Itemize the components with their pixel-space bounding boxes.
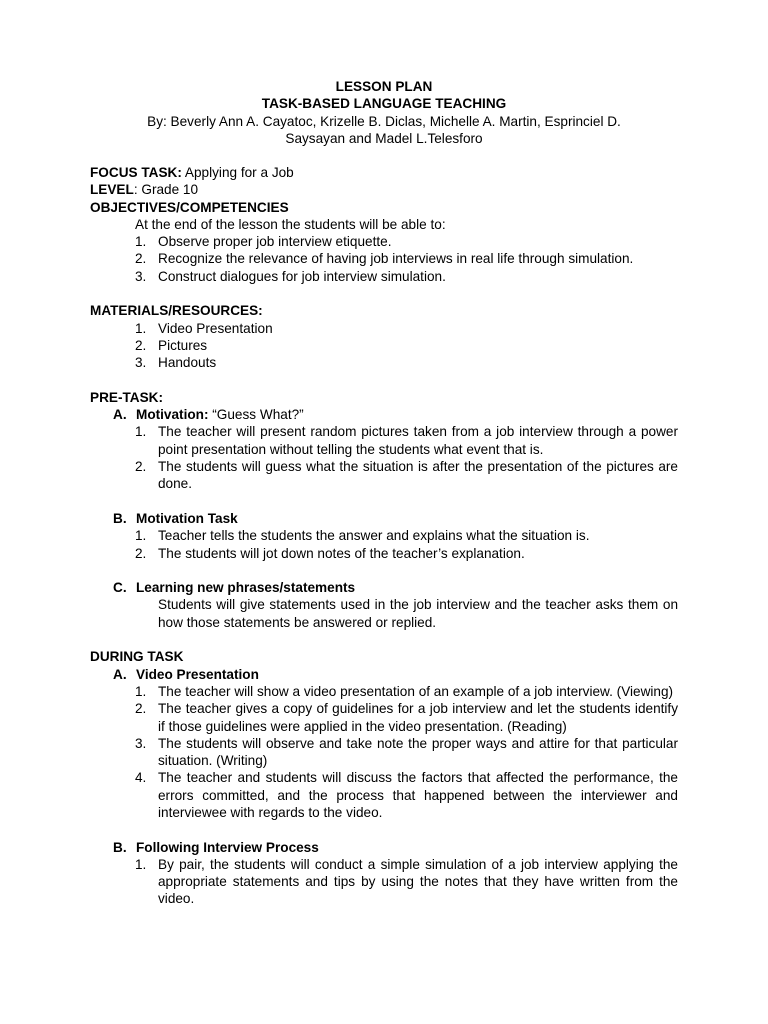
item-number: 2. bbox=[135, 337, 147, 353]
pretask-c-paragraph: Students will give statements used in the job interview and the teacher asks them on how those statements be answered or replied. bbox=[158, 597, 678, 630]
item-number: 1. bbox=[135, 234, 147, 250]
pretask-a-item bbox=[90, 458, 678, 493]
focus-task-label: FOCUS TASK: bbox=[90, 165, 182, 180]
level-label: LEVEL bbox=[90, 182, 134, 198]
document-title: LESSON PLAN bbox=[335, 79, 433, 94]
section-letter: B. bbox=[113, 510, 127, 526]
item-number: 3. bbox=[135, 735, 147, 751]
material-item bbox=[90, 320, 678, 337]
spacer bbox=[90, 285, 678, 302]
focus-task-line bbox=[90, 164, 678, 181]
item-number: 2. bbox=[135, 459, 147, 475]
item-text: Recognize the relevance of having job interviews in real life through simulation. bbox=[158, 251, 634, 267]
spacer bbox=[90, 562, 678, 579]
objectives-heading: OBJECTIVES/COMPETENCIES bbox=[90, 199, 289, 215]
level-line bbox=[90, 181, 678, 198]
item-number: 1. bbox=[135, 683, 147, 699]
document-body bbox=[90, 164, 678, 908]
section-label: Motivation: bbox=[136, 407, 209, 423]
pretask-a-heading bbox=[90, 406, 678, 423]
item-text: Construct dialogues for job interview simulation. bbox=[158, 268, 446, 284]
item-number: 1. bbox=[135, 320, 147, 336]
objective-item bbox=[90, 250, 678, 267]
authors-line-1: By: Beverly Ann A. Cayatoc, Krizelle B. Diclas, Michelle A. Martin, Esprinciel D. bbox=[147, 113, 621, 129]
pretask-heading: PRE-TASK: bbox=[90, 389, 163, 405]
section-letter: B. bbox=[113, 839, 127, 855]
section-letter: C. bbox=[113, 580, 127, 596]
item-number: 1. bbox=[135, 528, 147, 544]
section-label: Learning new phrases/statements bbox=[136, 580, 356, 596]
spacer bbox=[90, 821, 678, 838]
item-text: By pair, the students will conduct a simple simulation of a job interview applying the appropriate statements and tips by using the notes that they have written from the video. bbox=[158, 856, 678, 907]
item-number: 4. bbox=[135, 770, 147, 786]
item-text: The students will guess what the situation is after the presentation of the pictures are done. bbox=[158, 459, 678, 492]
item-number: 3. bbox=[135, 355, 147, 371]
spacer bbox=[90, 493, 678, 510]
item-text: Teacher tells the students the answer and explains what the situation is. bbox=[158, 528, 590, 544]
during-a-item bbox=[90, 735, 678, 770]
item-text: Pictures bbox=[158, 337, 208, 353]
section-value: “Guess What?” bbox=[208, 407, 304, 423]
section-label: Video Presentation bbox=[136, 666, 259, 682]
material-item bbox=[90, 354, 678, 371]
item-number: 1. bbox=[135, 424, 147, 440]
material-item bbox=[90, 337, 678, 354]
item-text: Observe proper job interview etiquette. bbox=[158, 234, 392, 250]
spacer bbox=[90, 631, 678, 648]
pretask-a-item bbox=[90, 423, 678, 458]
pretask-b-heading bbox=[90, 510, 678, 527]
during-a-item bbox=[90, 683, 678, 700]
during-heading: DURING TASK bbox=[90, 649, 184, 665]
objective-item bbox=[90, 268, 678, 285]
item-text: The teacher gives a copy of guidelines for a job interview and let the students identify if those guidelines were applied in the video presentation. (Reading) bbox=[158, 701, 678, 734]
focus-task-value: Applying for a Job bbox=[181, 165, 294, 180]
item-text: The teacher will present random pictures taken from a job interview through a power point presentation without telling the students what event that is. bbox=[158, 424, 678, 457]
item-text: Video Presentation bbox=[158, 320, 273, 336]
item-number: 3. bbox=[135, 268, 147, 284]
section-label: Motivation Task bbox=[136, 510, 238, 526]
section-letter: A. bbox=[113, 407, 127, 423]
during-a-heading bbox=[90, 666, 678, 683]
objectives-intro: At the end of the lesson the students will be able to: bbox=[135, 216, 446, 232]
item-text: The teacher will show a video presentation of an example of a job interview. (Viewing) bbox=[158, 683, 674, 699]
item-number: 2. bbox=[135, 251, 147, 267]
during-b-heading bbox=[90, 839, 678, 856]
pretask-b-item bbox=[90, 527, 678, 544]
authors-line-2: Saysayan and Madel L.Telesforo bbox=[285, 130, 483, 146]
item-number: 2. bbox=[135, 701, 147, 717]
item-text: The students will jot down notes of the teacher’s explanation. bbox=[158, 545, 525, 561]
materials-heading: MATERIALS/RESOURCES: bbox=[90, 303, 263, 319]
during-a-item bbox=[90, 769, 678, 821]
item-number: 2. bbox=[135, 545, 147, 561]
pretask-c-heading bbox=[90, 579, 678, 596]
during-b-item bbox=[90, 856, 678, 908]
item-text: The students will observe and take note the proper ways and attire for that particular situation. (Writing) bbox=[158, 735, 678, 769]
spacer bbox=[90, 372, 678, 389]
level-value: : Grade 10 bbox=[133, 182, 199, 198]
item-text: The teacher and students will discuss the factors that affected the performance, the errors committed, and the process that happened between the interviewer and interviewee with regards to the video. bbox=[158, 770, 678, 820]
item-text: Handouts bbox=[158, 355, 217, 371]
item-number: 1. bbox=[135, 856, 147, 872]
objective-item bbox=[90, 233, 678, 250]
during-a-item bbox=[90, 700, 678, 735]
document-subtitle: TASK-BASED LANGUAGE TEACHING bbox=[261, 96, 507, 112]
section-label: Following Interview Process bbox=[136, 839, 319, 855]
pretask-b-item bbox=[90, 545, 678, 562]
section-letter: A. bbox=[113, 666, 127, 682]
document-header bbox=[90, 78, 678, 147]
